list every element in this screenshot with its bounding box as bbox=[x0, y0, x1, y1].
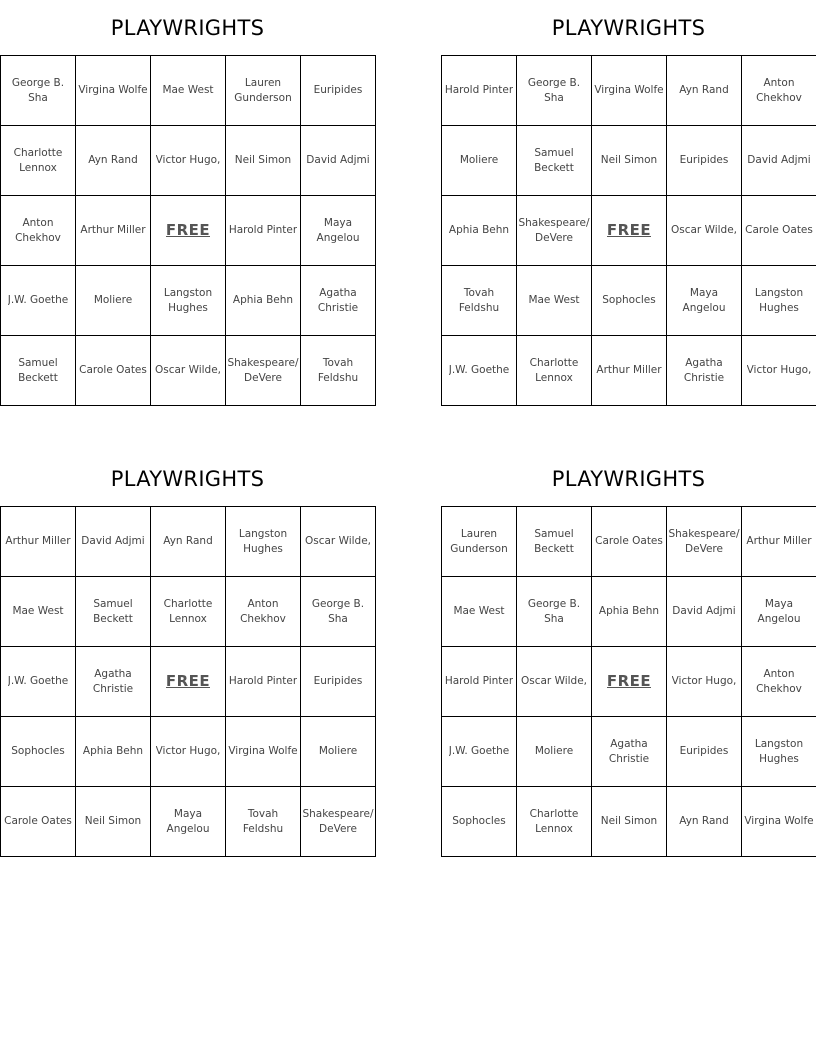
bingo-cell-label: Victor Hugo, bbox=[746, 364, 812, 376]
bingo-cell bbox=[151, 577, 226, 647]
bingo-cell-label: Harold Pinter bbox=[444, 84, 514, 96]
bingo-cell-label: Carole Oates bbox=[595, 535, 663, 547]
bingo-cell bbox=[226, 336, 301, 406]
bingo-cell bbox=[301, 647, 376, 717]
bingo-cell bbox=[301, 266, 376, 336]
bingo-cell bbox=[301, 507, 376, 577]
bingo-cell-label: Neil Simon bbox=[234, 154, 292, 166]
bingo-cell bbox=[76, 336, 151, 406]
bingo-cell bbox=[76, 126, 151, 196]
bingo-cell bbox=[517, 647, 592, 717]
bingo-cell bbox=[592, 577, 667, 647]
bingo-cell bbox=[76, 787, 151, 857]
bingo-cell-label: Lauren Gunderson bbox=[450, 527, 508, 555]
bingo-cell-label: Langston Hughes bbox=[754, 286, 804, 314]
bingo-cell bbox=[667, 196, 742, 266]
bingo-cell bbox=[667, 647, 742, 717]
card-title: PLAYWRIGHTS bbox=[551, 467, 706, 491]
bingo-cell-label: Samuel Beckett bbox=[93, 597, 133, 625]
bingo-cell bbox=[667, 787, 742, 857]
bingo-cell bbox=[1, 507, 76, 577]
bingo-cell bbox=[301, 126, 376, 196]
bingo-cell bbox=[517, 577, 592, 647]
bingo-cell bbox=[442, 126, 517, 196]
bingo-cell-label: Arthur Miller bbox=[5, 535, 71, 547]
bingo-cell bbox=[76, 56, 151, 126]
bingo-cell-label: Virgina Wolfe bbox=[228, 745, 298, 757]
bingo-cell-label: Agatha Christie bbox=[92, 667, 134, 695]
bingo-cell bbox=[592, 336, 667, 406]
bingo-cell bbox=[517, 787, 592, 857]
bingo-cell-label: David Adjmi bbox=[81, 535, 145, 547]
bingo-cell bbox=[517, 266, 592, 336]
bingo-cell bbox=[442, 577, 517, 647]
bingo-cell bbox=[442, 336, 517, 406]
free-space bbox=[151, 196, 226, 266]
bingo-cell bbox=[517, 56, 592, 126]
bingo-cell bbox=[301, 56, 376, 126]
bingo-cell-label: Arthur Miller bbox=[80, 224, 146, 236]
bingo-cell-label: David Adjmi bbox=[672, 605, 736, 617]
card-title: PLAYWRIGHTS bbox=[110, 16, 265, 40]
bingo-cell-label: Ayn Rand bbox=[679, 84, 729, 96]
bingo-cell bbox=[226, 507, 301, 577]
bingo-cell bbox=[517, 507, 592, 577]
bingo-cell-label: Arthur Miller bbox=[746, 535, 812, 547]
bingo-cell bbox=[667, 336, 742, 406]
bingo-cell bbox=[1, 56, 76, 126]
bingo-cell bbox=[442, 647, 517, 717]
bingo-cell-label: George B. Sha bbox=[527, 597, 581, 625]
bingo-cell bbox=[442, 787, 517, 857]
bingo-cell-label: Maya Angelou bbox=[166, 807, 210, 835]
card-title: PLAYWRIGHTS bbox=[551, 16, 706, 40]
bingo-cell-label: Aphia Behn bbox=[448, 224, 510, 236]
bingo-cell bbox=[151, 787, 226, 857]
bingo-cell bbox=[742, 336, 816, 406]
bingo-cell-label: Carole Oates bbox=[79, 364, 147, 376]
free-space bbox=[592, 196, 667, 266]
bingo-cell-label: Lauren Gunderson bbox=[234, 76, 292, 104]
bingo-cell bbox=[226, 56, 301, 126]
bingo-grid bbox=[0, 55, 376, 406]
bingo-cell-label: Victor Hugo, bbox=[155, 154, 221, 166]
bingo-cell-label: Oscar Wilde, bbox=[304, 535, 372, 547]
bingo-cell bbox=[1, 336, 76, 406]
bingo-cell bbox=[592, 266, 667, 336]
bingo-cell-label: Neil Simon bbox=[600, 815, 658, 827]
bingo-cell-label: Mae West bbox=[12, 605, 64, 617]
bingo-cell-label: Anton Chekhov bbox=[15, 216, 61, 244]
bingo-cell-label: Virgina Wolfe bbox=[594, 84, 664, 96]
bingo-card-2 bbox=[441, 0, 816, 406]
bingo-cell-label: Shakespeare/ DeVere bbox=[227, 356, 299, 384]
bingo-cell-label: George B. Sha bbox=[311, 597, 365, 625]
bingo-cell-label: Oscar Wilde, bbox=[154, 364, 222, 376]
bingo-cell bbox=[301, 717, 376, 787]
bingo-cell-label: Maya Angelou bbox=[757, 597, 801, 625]
bingo-cell-label: Anton Chekhov bbox=[240, 597, 286, 625]
bingo-cell bbox=[442, 56, 517, 126]
bingo-cell-label: Moliere bbox=[534, 745, 574, 757]
bingo-cell bbox=[226, 577, 301, 647]
bingo-cell bbox=[667, 56, 742, 126]
bingo-cell bbox=[226, 266, 301, 336]
bingo-cell bbox=[301, 196, 376, 266]
bingo-cell-label: Neil Simon bbox=[600, 154, 658, 166]
bingo-cell-label: Mae West bbox=[162, 84, 214, 96]
bingo-cell bbox=[1, 717, 76, 787]
bingo-cell bbox=[742, 507, 816, 577]
bingo-cell bbox=[226, 126, 301, 196]
bingo-cell-label: Samuel Beckett bbox=[534, 527, 574, 555]
bingo-cell-label: Samuel Beckett bbox=[534, 146, 574, 174]
bingo-cell-label: Mae West bbox=[453, 605, 505, 617]
bingo-cell bbox=[592, 787, 667, 857]
free-space bbox=[151, 647, 226, 717]
bingo-cell-label: Aphia Behn bbox=[598, 605, 660, 617]
free-space-label: FREE bbox=[606, 223, 652, 238]
bingo-cell bbox=[1, 126, 76, 196]
bingo-cell bbox=[742, 126, 816, 196]
bingo-cell-label: Ayn Rand bbox=[163, 535, 213, 547]
bingo-cell bbox=[301, 787, 376, 857]
bingo-cell bbox=[226, 196, 301, 266]
bingo-cell-label: Aphia Behn bbox=[232, 294, 294, 306]
bingo-cell-label: Charlotte Lennox bbox=[163, 597, 213, 625]
bingo-cell-label: Moliere bbox=[93, 294, 133, 306]
bingo-cell bbox=[442, 196, 517, 266]
bingo-cell-label: Charlotte Lennox bbox=[13, 146, 63, 174]
bingo-cell bbox=[151, 266, 226, 336]
bingo-cell-label: Carole Oates bbox=[4, 815, 72, 827]
bingo-cell-label: Samuel Beckett bbox=[18, 356, 58, 384]
bingo-cell bbox=[442, 507, 517, 577]
bingo-cell bbox=[742, 647, 816, 717]
bingo-cell bbox=[301, 577, 376, 647]
bingo-cell-label: Moliere bbox=[318, 745, 358, 757]
bingo-cell bbox=[742, 56, 816, 126]
bingo-cell-label: David Adjmi bbox=[747, 154, 811, 166]
bingo-cell bbox=[592, 56, 667, 126]
bingo-cell-label: Langston Hughes bbox=[238, 527, 288, 555]
bingo-cell bbox=[667, 577, 742, 647]
bingo-cell-label: Tovah Feldshu bbox=[458, 286, 500, 314]
bingo-cell-label: Sophocles bbox=[602, 294, 656, 306]
bingo-cell-label: George B. Sha bbox=[527, 76, 581, 104]
bingo-cell bbox=[667, 717, 742, 787]
bingo-card-4 bbox=[441, 451, 816, 857]
bingo-cell-label: Ayn Rand bbox=[679, 815, 729, 827]
bingo-cell-label: Oscar Wilde, bbox=[520, 675, 588, 687]
bingo-cell bbox=[1, 577, 76, 647]
bingo-cell-label: Euripides bbox=[313, 675, 363, 687]
bingo-cell-label: Moliere bbox=[459, 154, 499, 166]
bingo-cell-label: David Adjmi bbox=[306, 154, 370, 166]
bingo-cell bbox=[151, 717, 226, 787]
bingo-cell bbox=[151, 126, 226, 196]
bingo-cell-label: Carole Oates bbox=[745, 224, 813, 236]
bingo-cell-label: Sophocles bbox=[11, 745, 65, 757]
bingo-cell bbox=[592, 126, 667, 196]
bingo-cell-label: Oscar Wilde, bbox=[670, 224, 738, 236]
bingo-cell bbox=[151, 56, 226, 126]
bingo-cell-label: Maya Angelou bbox=[682, 286, 726, 314]
bingo-cell-label: Virgina Wolfe bbox=[78, 84, 148, 96]
bingo-cell bbox=[667, 266, 742, 336]
free-space-label: FREE bbox=[606, 674, 652, 689]
card-title: PLAYWRIGHTS bbox=[110, 467, 265, 491]
bingo-cell-label: Virgina Wolfe bbox=[744, 815, 814, 827]
bingo-cell bbox=[592, 507, 667, 577]
bingo-cell-label: Tovah Feldshu bbox=[317, 356, 359, 384]
bingo-cell-label: Ayn Rand bbox=[88, 154, 138, 166]
bingo-cell-label: Euripides bbox=[679, 745, 729, 757]
bingo-card-3 bbox=[0, 451, 375, 857]
bingo-cell-label: Shakespeare/ DeVere bbox=[518, 216, 590, 244]
bingo-cell-label: Charlotte Lennox bbox=[529, 807, 579, 835]
bingo-cell bbox=[442, 266, 517, 336]
bingo-cell-label: Mae West bbox=[528, 294, 580, 306]
bingo-cell-label: Victor Hugo, bbox=[155, 745, 221, 757]
free-space-label: FREE bbox=[165, 223, 211, 238]
bingo-cell-label: Shakespeare/ DeVere bbox=[668, 527, 740, 555]
bingo-cell-label: Charlotte Lennox bbox=[529, 356, 579, 384]
bingo-cell-label: Tovah Feldshu bbox=[242, 807, 284, 835]
bingo-cell bbox=[517, 336, 592, 406]
bingo-cell bbox=[226, 717, 301, 787]
bingo-cell-label: Anton Chekhov bbox=[756, 76, 802, 104]
free-space bbox=[592, 647, 667, 717]
bingo-cell-label: Sophocles bbox=[452, 815, 506, 827]
bingo-cell-label: Anton Chekhov bbox=[756, 667, 802, 695]
bingo-cell bbox=[76, 266, 151, 336]
bingo-cell-label: Harold Pinter bbox=[228, 224, 298, 236]
free-space-label: FREE bbox=[165, 674, 211, 689]
bingo-cell-label: J.W. Goethe bbox=[7, 675, 69, 687]
bingo-cell-label: J.W. Goethe bbox=[448, 364, 510, 376]
bingo-cell bbox=[1, 266, 76, 336]
bingo-cell-label: Maya Angelou bbox=[316, 216, 360, 244]
bingo-cell-label: Shakespeare/ DeVere bbox=[302, 807, 374, 835]
bingo-cell-label: Agatha Christie bbox=[683, 356, 725, 384]
bingo-cell bbox=[667, 507, 742, 577]
bingo-cell-label: George B. Sha bbox=[11, 76, 65, 104]
bingo-cell-label: Arthur Miller bbox=[596, 364, 662, 376]
bingo-cell bbox=[742, 787, 816, 857]
bingo-cell bbox=[301, 336, 376, 406]
bingo-cell-label: Victor Hugo, bbox=[671, 675, 737, 687]
bingo-cell bbox=[742, 266, 816, 336]
bingo-cell-label: Agatha Christie bbox=[317, 286, 359, 314]
bingo-card-1 bbox=[0, 0, 375, 406]
bingo-cell bbox=[151, 507, 226, 577]
bingo-grid bbox=[441, 506, 816, 857]
bingo-cell bbox=[742, 196, 816, 266]
bingo-cell-label: Langston Hughes bbox=[754, 737, 804, 765]
bingo-cell bbox=[76, 577, 151, 647]
bingo-cell bbox=[76, 196, 151, 266]
bingo-cell bbox=[76, 647, 151, 717]
bingo-cell-label: Agatha Christie bbox=[608, 737, 650, 765]
bingo-cell-label: Harold Pinter bbox=[228, 675, 298, 687]
bingo-cell bbox=[151, 336, 226, 406]
bingo-cell-label: J.W. Goethe bbox=[448, 745, 510, 757]
bingo-cell-label: Neil Simon bbox=[84, 815, 142, 827]
bingo-cell bbox=[76, 717, 151, 787]
bingo-cell bbox=[667, 126, 742, 196]
bingo-cell bbox=[226, 647, 301, 717]
bingo-cell bbox=[517, 126, 592, 196]
bingo-cell-label: Harold Pinter bbox=[444, 675, 514, 687]
bingo-cell bbox=[442, 717, 517, 787]
bingo-cell-label: Aphia Behn bbox=[82, 745, 144, 757]
bingo-cell bbox=[76, 507, 151, 577]
bingo-cell bbox=[1, 647, 76, 717]
bingo-cell bbox=[226, 787, 301, 857]
bingo-cell bbox=[742, 577, 816, 647]
bingo-cell-label: Euripides bbox=[313, 84, 363, 96]
bingo-cell bbox=[592, 717, 667, 787]
bingo-cell bbox=[517, 196, 592, 266]
bingo-cell-label: J.W. Goethe bbox=[7, 294, 69, 306]
bingo-cell bbox=[742, 717, 816, 787]
bingo-cell-label: Euripides bbox=[679, 154, 729, 166]
bingo-grid bbox=[441, 55, 816, 406]
bingo-cell bbox=[517, 717, 592, 787]
bingo-cell bbox=[1, 787, 76, 857]
bingo-cell bbox=[1, 196, 76, 266]
bingo-cell-label: Langston Hughes bbox=[163, 286, 213, 314]
bingo-grid bbox=[0, 506, 376, 857]
